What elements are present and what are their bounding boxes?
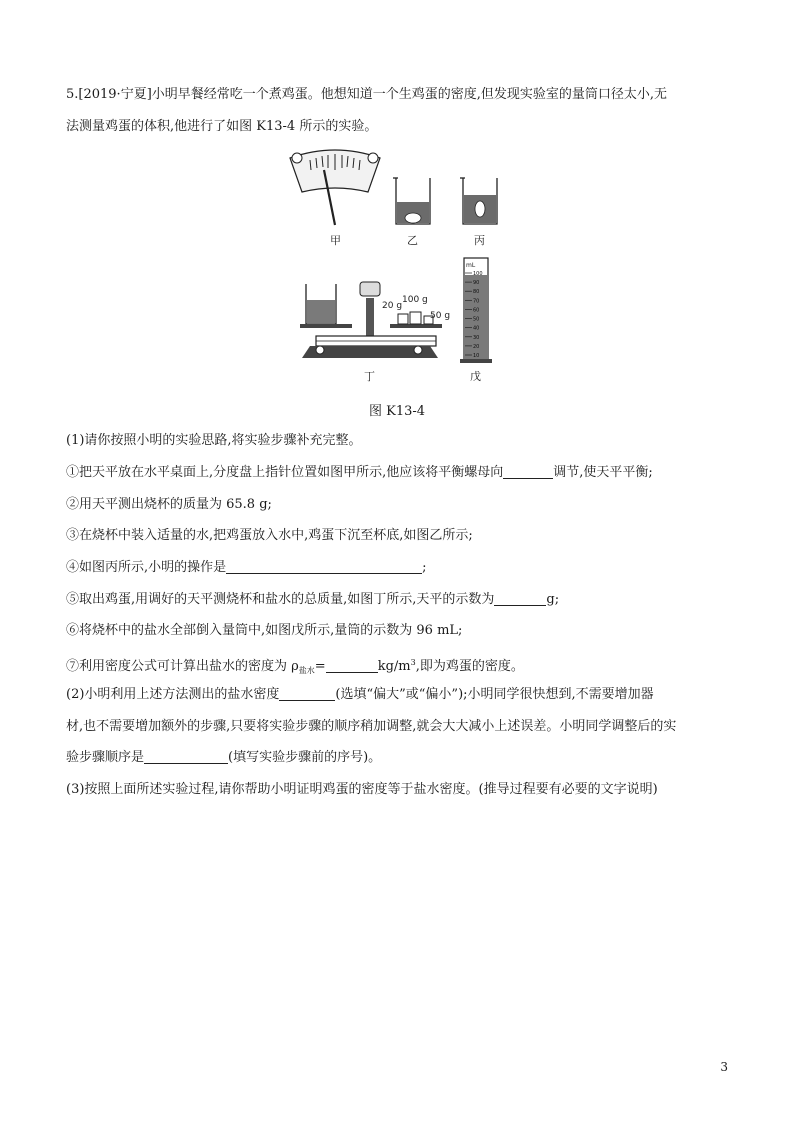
q1-step-3: ③在烧杯中装入适量的水,把鸡蛋放入水中,鸡蛋下沉至杯底,如图乙所示; xyxy=(66,528,473,543)
q1-step-1 xyxy=(66,464,653,482)
label-bing: 丙 xyxy=(474,234,485,247)
q1-step-1-text-a: ①把天平放在水平桌面上,分度盘上指针位置如图甲所示,他应该将平衡螺母向 xyxy=(66,465,504,480)
answer-blank-density[interactable] xyxy=(326,658,378,673)
q1-step-4 xyxy=(66,559,427,577)
q1-step-5-text-a: ⑤取出鸡蛋,用调好的天平测烧杯和盐水的总质量,如图丁所示,天平的示数为 xyxy=(66,592,495,607)
q1-step-5 xyxy=(66,591,559,609)
cylinder-tick-label: 70 xyxy=(473,298,480,305)
q1-step-7-text-a: ⑦利用密度公式可计算出盐水的密度为 ρ xyxy=(66,659,299,674)
q1-intro: (1)请你按照小明的实验思路,将实验步骤补充完整。 xyxy=(66,433,362,448)
cylinder-tick-label: 40 xyxy=(473,325,480,332)
dial-scale-jia xyxy=(290,150,380,247)
answer-blank-direction[interactable] xyxy=(503,464,553,479)
cylinder-tick-label: 100 xyxy=(473,271,483,277)
measuring-cylinder-wu xyxy=(460,258,492,383)
label-ding: 丁 xyxy=(364,370,375,383)
q1-step-6: ⑥将烧杯中的盐水全部倒入量筒中,如图戊所示,量筒的示数为 96 mL; xyxy=(66,623,463,638)
label-jia: 甲 xyxy=(330,234,341,247)
q1-step-7 xyxy=(66,654,524,680)
figure-caption: 图 K13-4 xyxy=(368,404,426,419)
cylinder-tick-label: 10 xyxy=(473,353,480,359)
cylinder-tick-label: 20 xyxy=(473,343,480,350)
q2-text-a: (2)小明利用上述方法测出的盐水密度 xyxy=(66,687,280,702)
rho-subscript: 盐水 xyxy=(298,666,315,675)
q1-step-7-text-d: ,即为鸡蛋的密度。 xyxy=(415,659,524,674)
weight-100g: 100 g xyxy=(402,295,428,305)
q1-step-4-text-b: ; xyxy=(422,560,427,575)
cylinder-tick-label: 50 xyxy=(473,316,480,323)
density-unit: kg/m xyxy=(377,659,411,674)
equals-sign: = xyxy=(314,659,326,674)
cylinder-tick-label: 60 xyxy=(473,307,480,314)
weight-20g: 20 g xyxy=(382,301,403,311)
answer-blank-order[interactable] xyxy=(144,749,228,764)
q2-line-2: 材,也不需要增加额外的步骤,只要将实验步骤的顺序稍加调整,就会大大减小上述误差。小明同学调整后的实 xyxy=(66,719,677,734)
problem-line-2: 法测量鸡蛋的体积,他进行了如图 K13-4 所示的实验。 xyxy=(66,119,378,134)
answer-blank-operation[interactable] xyxy=(226,559,422,574)
answer-blank-bias[interactable] xyxy=(279,686,335,701)
q1-step-1-text-b: 调节,使天平平衡; xyxy=(553,465,653,480)
q1-step-2: ②用天平测出烧杯的质量为 65.8 g; xyxy=(66,497,272,512)
problem-line-1: 5.[2019·宁夏]小明早餐经常吃一个煮鸡蛋。他想知道一个生鸡蛋的密度,但发现实验室的量筒口径太小,无 xyxy=(66,87,668,102)
answer-blank-mass[interactable] xyxy=(494,591,546,606)
balance-ding xyxy=(300,282,450,383)
q2-line-3-text-b: (填写实验步骤前的序号)。 xyxy=(228,750,382,765)
q1-step-4-text-a: ④如图丙所示,小明的操作是 xyxy=(66,560,227,575)
q3-text: (3)按照上面所述实验过程,请你帮助小明证明鸡蛋的密度等于盐水密度。(推导过程要有必要的文字说明) xyxy=(66,782,658,797)
cylinder-tick-label: 90 xyxy=(473,280,480,287)
q2-line-1 xyxy=(66,686,654,704)
label-wu: 戊 xyxy=(470,370,481,383)
label-yi: 乙 xyxy=(407,234,418,247)
cylinder-unit: mL xyxy=(466,262,476,269)
page-number: 3 xyxy=(720,1060,728,1074)
cylinder-tick-label: 80 xyxy=(473,289,480,296)
cylinder-tick-label: 30 xyxy=(473,334,480,341)
q2-line-3 xyxy=(66,749,381,767)
beaker-yi xyxy=(393,178,430,247)
unit-superscript: 3 xyxy=(410,658,416,667)
q1-step-5-text-b: g; xyxy=(546,592,560,607)
beaker-bing xyxy=(460,178,497,247)
q2-line-3-text-a: 验步骤顺序是 xyxy=(66,750,145,765)
q2-text-b: (选填“偏大”或“偏小”);小明同学很快想到,不需要增加器 xyxy=(335,687,654,702)
experiment-figure xyxy=(280,140,520,390)
weight-50g: 50 g xyxy=(430,311,451,321)
